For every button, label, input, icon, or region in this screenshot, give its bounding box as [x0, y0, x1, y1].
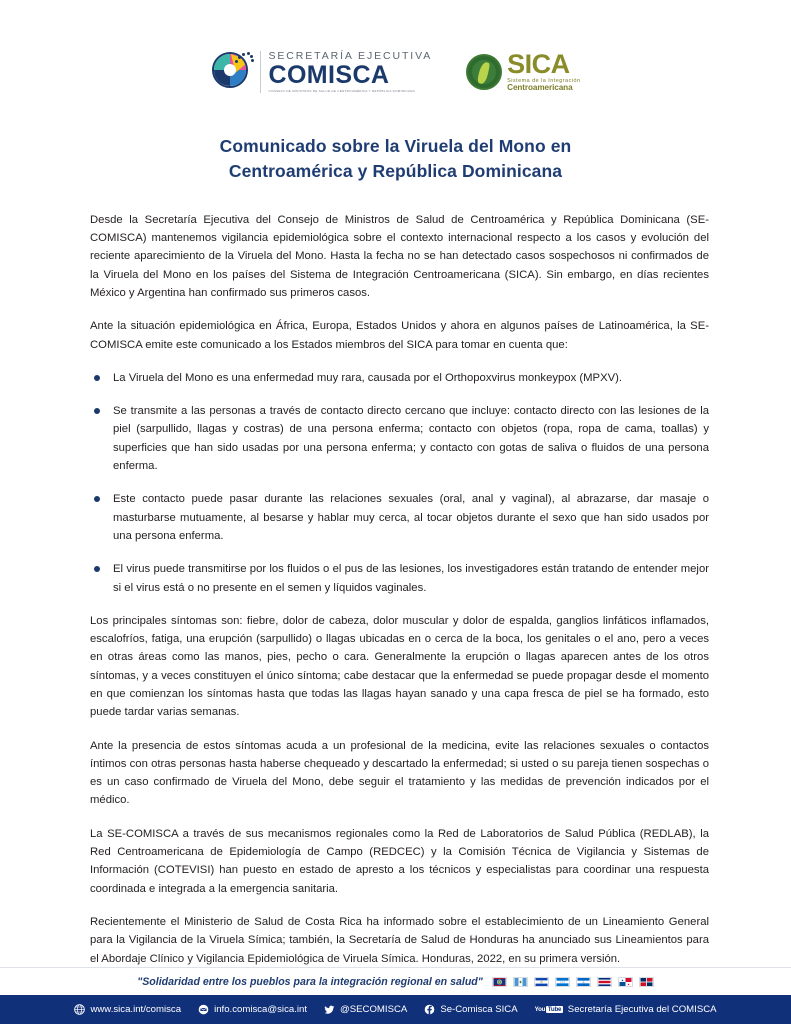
document-header	[0, 0, 791, 100]
comisca-logo	[211, 51, 433, 93]
youtube-you-label: You	[534, 1006, 546, 1013]
comisca-fineprint: CONSEJO DE MINISTROS DE SALUD DE CENTROAMÉRICA Y REPÚBLICA DOMINICANA	[268, 88, 415, 93]
list-item: Se transmite a las personas a través de contacto directo cercano que incluye: contacto directo con las lesiones de la piel (sarpullido, llagas y costras) de una persona enferma; contacto con objetos (ropa, ropa de cama, toallas) y superficies que han sido usadas por una persona enferma; y contacto con gotas de saliva o fluidos de una persona enferma.	[90, 402, 709, 475]
globe-icon	[74, 1004, 85, 1015]
flag-dominican-republic-icon	[639, 977, 654, 987]
comisca-globe-icon	[211, 51, 253, 93]
footer-facebook-label: Se-Comisca SICA	[440, 1004, 518, 1015]
footer-youtube[interactable]	[535, 1004, 717, 1015]
flag-costa-rica-icon	[597, 977, 612, 987]
member-flags	[492, 977, 654, 987]
flag-honduras-icon	[555, 977, 570, 987]
footer-twitter-label: @SECOMISCA	[340, 1004, 408, 1015]
youtube-icon	[535, 1006, 563, 1013]
facebook-icon	[424, 1004, 435, 1015]
page-title: Comunicado sobre la Viruela del Mono en Centroamérica y República Dominicana	[219, 136, 572, 182]
paragraph-recomendacion: Ante la presencia de estos síntomas acuda a un profesional de la medicina, evite las relaciones sexuales o contactos íntimos con otras personas hasta haberse chequeado y descartado la enfermedad; si usted o su pareja tienen sospechas o es un caso confirmado de Viruela del Mono, debe seguir el tratamiento y las medidas de prevención indicados por el médico.	[90, 739, 709, 807]
list-item: El virus puede transmitirse por los fluidos o el pus de las lesiones, los investigadores están tratando de entender mejor si el virus está o no presente en el semen y líquidos vaginales.	[90, 560, 709, 597]
comisca-dots-icon	[233, 51, 253, 65]
list-item: Este contacto puede pasar durante las relaciones sexuales (oral, anal y vaginal), al abrazarse, dar masaje o masturbarse mutuamente, al besarse y hablar muy cerca, al tocar objetos durante el sexo que han sido usados por una persona enferma.	[90, 490, 709, 545]
comisca-name: COMISCA	[268, 60, 390, 89]
youtube-tube-label: Tube	[547, 1006, 562, 1013]
paragraph-lineamientos: Recientemente el Ministerio de Salud de Costa Rica ha informado sobre el establecimiento de un Lineamiento General para la Vigilancia de la Viruela Símica; también, la Secretaría de Salud de Honduras ha anunciado sus Lineamientos para el Abordaje Clínico y Vigilancia Epidemiológica de Viruela Símica. Honduras, 2022, en su primera versión.	[90, 915, 709, 965]
flag-belize-icon	[492, 977, 507, 987]
footer-website-label: www.sica.int/comisca	[90, 1004, 182, 1015]
flag-nicaragua-icon	[576, 977, 591, 987]
footer-youtube-label: Secretaría Ejecutiva del COMISCA	[567, 1004, 717, 1015]
sica-sub2: Centroamericana	[507, 82, 573, 92]
flag-el-salvador-icon	[534, 977, 549, 987]
footer-twitter[interactable]	[324, 1004, 407, 1015]
flag-guatemala-icon	[513, 977, 528, 987]
sica-name: SICA	[507, 48, 570, 79]
footer-bar	[0, 995, 791, 1024]
list-item: La Viruela del Mono es una enfermedad muy rara, causada por el Orthopoxvirus monkeypox (MPXV).	[90, 369, 709, 387]
paragraph-intro-1: Desde la Secretaría Ejecutiva del Consejo de Ministros de Salud de Centroamérica y República Dominicana (SE-COMISCA) mantenemos vigilancia epidemiológica sobre el contexto internacional respecto a los casos y evolución del reciente aparecimiento de la Viruela del Mono. Hasta la fecha no se han detectado casos sospechosos ni confirmados de la Viruela del Mono en los países del Sistema de Integración Centroamericana (SICA). Sin embargo, en días recientes México y Argentina han confirmado sus primeros casos.	[90, 213, 709, 299]
slogan-strip	[0, 967, 791, 995]
sica-wordmark	[507, 48, 581, 92]
footer-facebook[interactable]	[424, 1004, 517, 1015]
bullet-list	[90, 369, 709, 597]
footer-email[interactable]	[198, 1004, 307, 1015]
comisca-wordmark	[260, 51, 433, 93]
paragraph-sintomas: Los principales síntomas son: fiebre, dolor de cabeza, dolor muscular y dolor de espalda, ganglios linfáticos inflamados, escalofríos, fatiga, una erupción (sarpullido) o llagas ubicadas en o cerca de la boca, los genitales o el ano, pero a veces en otras áreas como las manos, pies, pecho o cara. Generalmente la erupción o llagas aparecen antes de los otros síntomas, y a veces constituyen el único síntoma; cabe destacar que la enfermedad se puede propagar desde el momento en que comienzan los síntomas hasta que todas las llagas hayan sanado y una capa fresca de piel se ha formado, esto puede tardar varias semanas.	[90, 614, 709, 719]
footer-website[interactable]	[74, 1004, 181, 1015]
footer-email-label: info.comisca@sica.int	[214, 1004, 307, 1015]
slogan-text: "Solidaridad entre los pueblos para la integración regional en salud"	[137, 975, 483, 988]
flag-panama-icon	[618, 977, 633, 987]
sica-globe-icon	[466, 54, 502, 90]
document-body	[90, 211, 709, 968]
envelope-icon	[198, 1004, 209, 1015]
paragraph-intro-2: Ante la situación epidemiológica en África, Europa, Estados Unidos y ahora en algunos países de Latinoamérica, la SE-COMISCA emite este comunicado a los Estados miembros del SICA para tomar en cuenta que:	[90, 320, 709, 351]
sica-sub1: Sistema de la Integración	[507, 77, 581, 84]
sica-logo	[466, 48, 581, 92]
paragraph-mecanismos: La SE-COMISCA a través de sus mecanismos regionales como la Red de Laboratorios de Salud Pública (REDLAB), la Red Centroamericana de Epidemiología de Campo (REDCEC) y la Comisión Técnica de Vigilancia y Sistemas de Información (COTEVISI) han puesto en estado de apresto a los técnicos y especialistas para coordinar una respuesta coordinada e integrada a la emergencia sanitaria.	[90, 827, 709, 895]
twitter-icon	[324, 1004, 335, 1015]
comisca-eyebrow: SECRETARÍA EJECUTIVA	[268, 50, 433, 63]
